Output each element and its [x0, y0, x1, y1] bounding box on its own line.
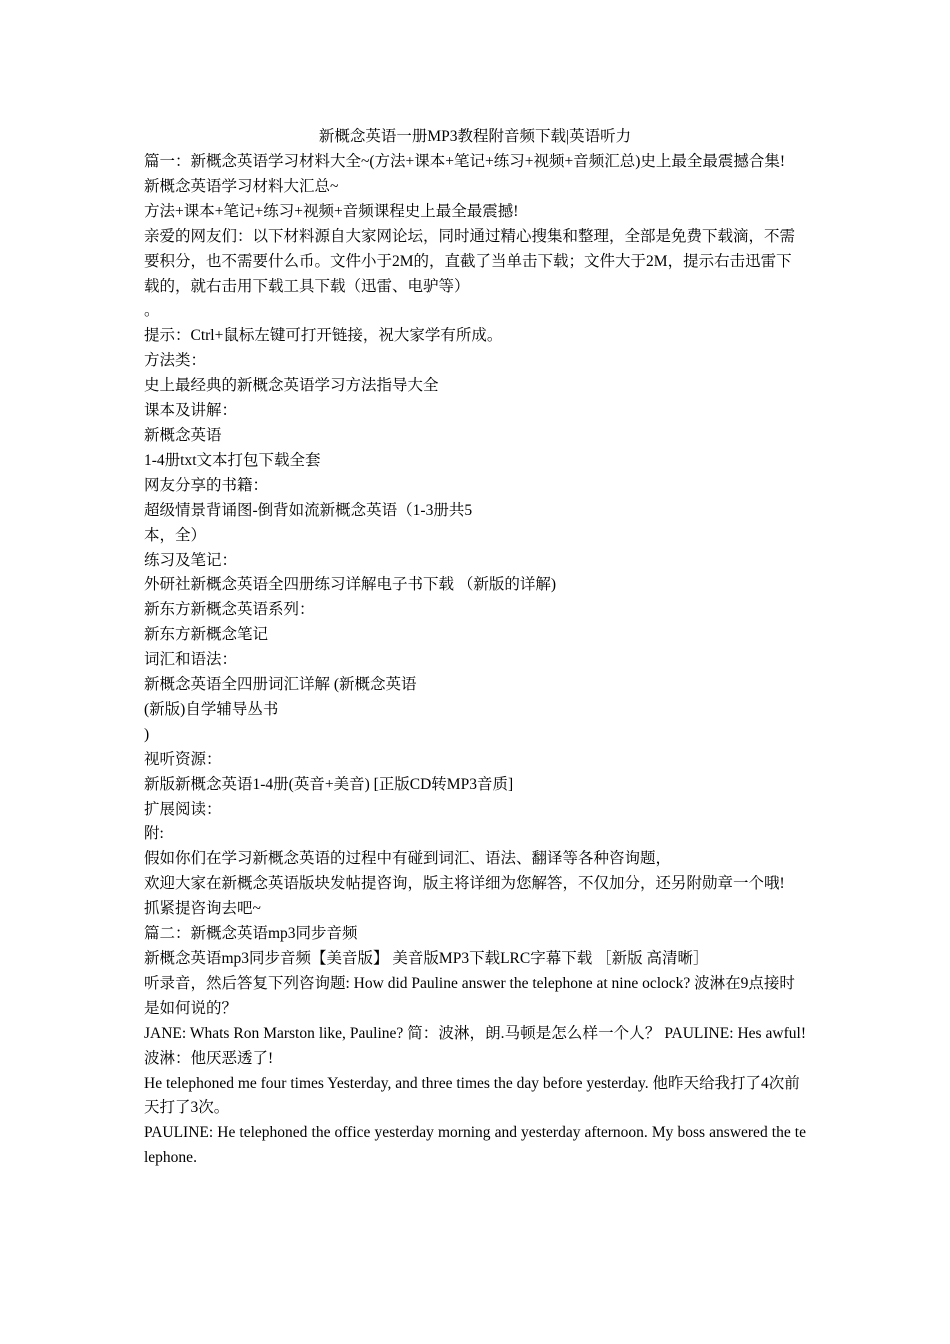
- paragraph: 提示：Ctrl+鼠标左键可打开链接，祝大家学有所成。: [144, 327, 503, 345]
- paragraph: 新概念英语全四册词汇详解 (新概念英语: [144, 676, 417, 694]
- paragraph: 新概念英语mp3同步音频【美音版】 美音版MP3下载LRC字幕下载 ［新版 高清晰］: [144, 950, 709, 967]
- paragraph: 新东方新概念笔记: [144, 626, 269, 644]
- paragraph: 欢迎大家在新概念英语版块发帖提咨询，版主将详细为您解答，不仅加分，还另附勋章一个哦!: [144, 875, 785, 893]
- document-title: 新概念英语一册MP3教程附音频下载|英语听力: [318, 128, 632, 145]
- paragraph: 篇一：新概念英语学习材料大全~(方法+课本+笔记+练习+视频+音频汇总)史上最全最震撼合集!: [144, 153, 786, 170]
- paragraph: 外研社新概念英语全四册练习详解电子书下载 （新版的详解): [144, 576, 557, 594]
- paragraph: 听录音，然后答复下列咨询题: How did Pauline answer the telephone at nine oclock? 波淋在9点接时是如何说的？: [144, 974, 795, 1017]
- paragraph: 新概念英语学习材料大汇总~: [144, 177, 339, 195]
- paragraph: JANE: Whats Ron Marston like, Pauline? 简：波淋，朗.马顿是怎么样一个人？ PAULINE: Hes awful! 波淋：他厌恶透了!: [144, 1024, 806, 1067]
- paragraph: 超级情景背诵图-倒背如流新概念英语（1-3册共5: [144, 501, 473, 519]
- paragraph: 词汇和语法：: [144, 651, 238, 669]
- paragraph: 本，全）: [144, 526, 207, 544]
- paragraph: 1-4册txt文本打包下载全套: [144, 451, 321, 469]
- paragraph: 新版新概念英语1-4册(英音+美音) [正版CD转MP3音质]: [144, 775, 514, 793]
- paragraph: 方法+课本+笔记+练习+视频+音频课程史上最全最震撼!: [144, 202, 519, 220]
- paragraph: 附:: [144, 825, 164, 843]
- paragraph: 抓紧提咨询去吧~: [144, 900, 261, 918]
- paragraph: 新东方新概念英语系列：: [144, 601, 315, 619]
- paragraph: 新概念英语: [144, 426, 222, 444]
- paragraph: 练习及笔记：: [144, 551, 238, 569]
- paragraph: 史上最经典的新概念英语学习方法指导大全: [144, 377, 439, 395]
- paragraph: PAULINE: He telephoned the office yesterday morning and yesterday afternoon. My boss answered the telephone.: [144, 1124, 806, 1167]
- paragraph: 亲爱的网友们：以下材料源自大家网论坛，同时通过精心搜集和整理，全部是免费下载滴，不需要积分，也不需要什么币。文件小于2M的，直截了当单击下载；文件大于2M，提示右击迅雷下载的，就右击用下载工具下载（迅雷、电驴等）: [144, 227, 796, 295]
- paragraph: (新版)自学辅导丛书: [144, 700, 279, 718]
- paragraph: ): [144, 725, 150, 743]
- paragraph: 。: [144, 302, 160, 320]
- paragraph: 假如你们在学习新概念英语的过程中有碰到词汇、语法、翻译等各种咨询题，: [144, 850, 672, 868]
- paragraph: 网友分享的书籍：: [144, 476, 269, 494]
- document-body: [144, 150, 806, 1171]
- paragraph: 课本及讲解：: [144, 402, 238, 420]
- paragraph: He telephoned me four times Yesterday, and three times the day before yesterday. 他昨天给我打了4次前天打了3次。: [144, 1074, 800, 1117]
- paragraph: 视听资源：: [144, 750, 222, 768]
- paragraph: 方法类：: [144, 352, 207, 370]
- paragraph: 篇二：新概念英语mp3同步音频: [144, 925, 358, 943]
- paragraph: 扩展阅读：: [144, 800, 222, 818]
